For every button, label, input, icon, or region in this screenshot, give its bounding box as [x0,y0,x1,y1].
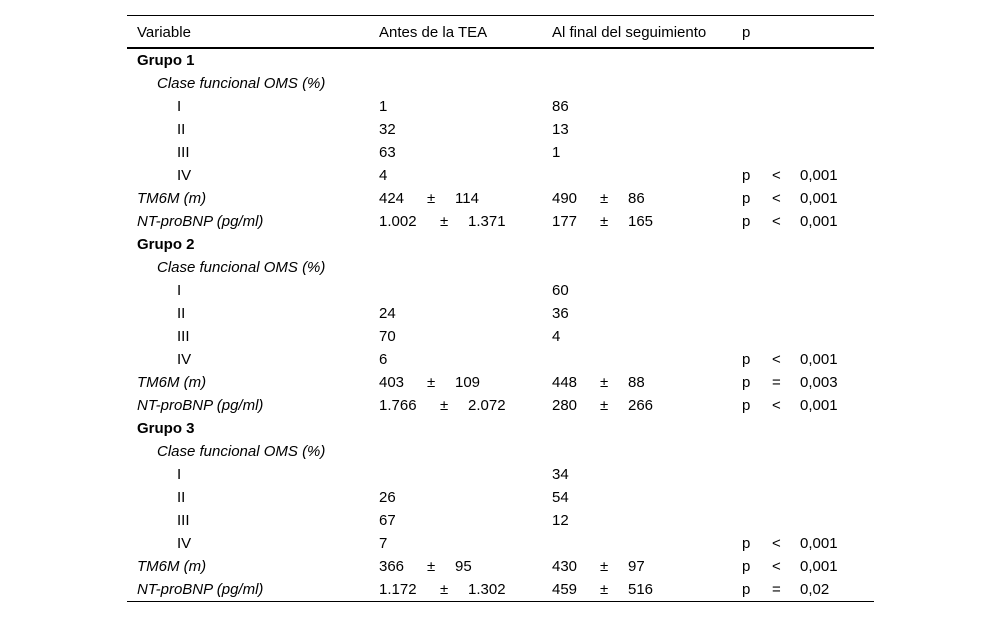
p-operator: = [772,374,781,391]
tm6m-label: TM6M (m) [137,190,207,207]
p-operator: < [772,558,781,575]
clase-label: IV [177,535,192,552]
group-title-row [127,49,874,72]
plus-minus: ± [600,397,609,414]
plus-minus: ± [427,558,436,575]
clase-label: II [177,121,186,138]
plus-minus: ± [600,581,609,598]
p-operator: < [772,535,781,552]
clase-label: I [177,282,182,299]
p-value: 0,02 [800,581,830,598]
plus-minus: ± [427,190,436,207]
clase-final-value: 1 [552,144,561,161]
group-title: Grupo 3 [137,420,195,437]
p-label: p [742,374,751,391]
clase-final-value: 54 [552,489,569,506]
clase-row [127,118,874,141]
tm6m-row [127,371,874,394]
clase-antes-value: 26 [379,489,396,506]
p-value: 0,001 [800,351,838,368]
header-antes: Antes de la TEA [379,24,488,41]
table-header [127,16,874,49]
ntprobnp-antes-sd: 1.302 [468,581,506,598]
ntprobnp-row [127,210,874,233]
p-value: 0,001 [800,167,838,184]
ntprobnp-antes-sd: 1.371 [468,213,506,230]
ntprobnp-antes-sd: 2.072 [468,397,506,414]
ntprobnp-final-sd: 266 [628,397,654,414]
clase-funcional-label: Clase funcional OMS (%) [157,259,326,276]
clase-final-value: 12 [552,512,569,529]
p-value: 0,003 [800,374,838,391]
clase-antes-value: 4 [379,167,388,184]
clase-final-value: 34 [552,466,569,483]
tm6m-final-mean: 490 [552,190,578,207]
tm6m-label: TM6M (m) [137,558,207,575]
clase-label: III [177,512,190,529]
p-label: p [742,213,751,230]
p-label: p [742,397,751,414]
p-label: p [742,581,751,598]
p-value: 0,001 [800,535,838,552]
clase-row [127,302,874,325]
p-label: p [742,167,751,184]
tm6m-antes-sd: 114 [455,190,479,207]
clase-label: I [177,466,182,483]
clase-row [127,532,874,555]
ntprobnp-label: NT-proBNP (pg/ml) [137,581,264,598]
tm6m-final-sd: 88 [628,374,645,391]
clase-antes-value: 67 [379,512,396,529]
clase-row [127,141,874,164]
clase-label: I [177,98,182,115]
clase-antes-value: 7 [379,535,388,552]
tm6m-antes-mean: 403 [379,374,405,391]
clase-label: III [177,328,190,345]
clase-antes-value: 63 [379,144,396,161]
tm6m-final-mean: 448 [552,374,578,391]
clase-label: IV [177,351,192,368]
ntprobnp-antes-mean: 1.172 [379,581,417,598]
ntprobnp-label: NT-proBNP (pg/ml) [137,397,264,414]
clase-label: II [177,489,186,506]
tm6m-antes-mean: 366 [379,558,405,575]
clase-funcional-label: Clase funcional OMS (%) [157,443,326,460]
clase-row [127,164,874,187]
ntprobnp-antes-mean: 1.766 [379,397,417,414]
clase-final-value: 86 [552,98,569,115]
p-label: p [742,351,751,368]
ntprobnp-row [127,394,874,417]
plus-minus: ± [600,213,609,230]
tm6m-row [127,555,874,578]
plus-minus: ± [600,190,609,207]
clase-antes-value: 32 [379,121,396,138]
plus-minus: ± [600,374,609,391]
tm6m-antes-mean: 424 [379,190,405,207]
clase-row [127,463,874,486]
plus-minus: ± [440,213,449,230]
p-label: p [742,535,751,552]
ntprobnp-antes-mean: 1.002 [379,213,417,230]
p-value: 0,001 [800,213,838,230]
p-value: 0,001 [800,190,838,207]
group-title-row [127,233,874,256]
clase-row [127,486,874,509]
ntprobnp-row [127,578,874,601]
results-table [127,15,874,602]
tm6m-label: TM6M (m) [137,374,207,391]
p-value: 0,001 [800,558,838,575]
p-label: p [742,558,751,575]
ntprobnp-final-sd: 516 [628,581,654,598]
clase-row [127,279,874,302]
plus-minus: ± [440,581,449,598]
clase-row [127,325,874,348]
clase-label-row [127,72,874,95]
p-operator: < [772,167,781,184]
tm6m-final-sd: 86 [628,190,645,207]
p-label: p [742,190,751,207]
tm6m-antes-sd: 95 [455,558,472,575]
clase-label: II [177,305,186,322]
clase-label-row [127,256,874,279]
clase-label: IV [177,167,192,184]
clase-antes-value: 1 [379,98,388,115]
ntprobnp-final-mean: 459 [552,581,578,598]
p-value: 0,001 [800,397,838,414]
group-title: Grupo 2 [137,236,195,253]
clase-antes-value: 6 [379,351,388,368]
clase-row [127,509,874,532]
p-operator: < [772,397,781,414]
clase-final-value: 36 [552,305,569,322]
header-variable: Variable [137,24,191,41]
ntprobnp-final-mean: 280 [552,397,578,414]
header-p: p [742,24,751,41]
clase-antes-value: 70 [379,328,396,345]
clase-label: III [177,144,190,161]
clase-funcional-label: Clase funcional OMS (%) [157,75,326,92]
ntprobnp-label: NT-proBNP (pg/ml) [137,213,264,230]
p-operator: < [772,190,781,207]
clase-final-value: 13 [552,121,569,138]
tm6m-antes-sd: 109 [455,374,481,391]
ntprobnp-final-sd: 165 [628,213,654,230]
plus-minus: ± [427,374,436,391]
header-final: Al final del seguimiento [552,24,707,41]
clase-final-value: 60 [552,282,569,299]
clase-row [127,348,874,371]
plus-minus: ± [600,558,609,575]
group-title: Grupo 1 [137,52,195,69]
table-body [127,49,874,601]
tm6m-final-sd: 97 [628,558,645,575]
ntprobnp-final-mean: 177 [552,213,578,230]
tm6m-row [127,187,874,210]
p-operator: < [772,351,781,368]
p-operator: = [772,581,781,598]
group-title-row [127,417,874,440]
clase-antes-value: 24 [379,305,396,322]
clase-row [127,95,874,118]
clase-label-row [127,440,874,463]
tm6m-final-mean: 430 [552,558,578,575]
p-operator: < [772,213,781,230]
plus-minus: ± [440,397,449,414]
clase-final-value: 4 [552,328,561,345]
